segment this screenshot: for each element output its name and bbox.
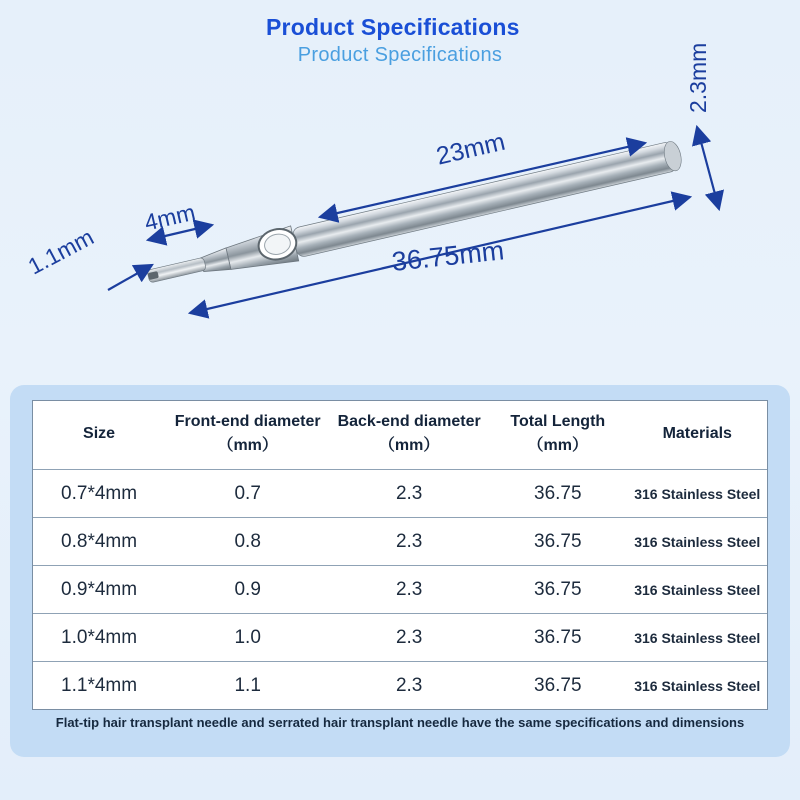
page-title: Product Specifications bbox=[266, 14, 520, 40]
needle-illustration bbox=[0, 105, 800, 375]
cell-total-length: 36.75 bbox=[488, 518, 627, 566]
page-subtitle: Product Specifications bbox=[297, 44, 503, 67]
column-header-size-label: Size bbox=[83, 425, 116, 442]
column-header-materials-label: Materials bbox=[662, 425, 732, 442]
specification-table-wrapper bbox=[32, 400, 768, 710]
cell-total-length: 36.75 bbox=[488, 614, 627, 662]
table-body bbox=[33, 470, 767, 710]
cell-front-end-diameter: 1.0 bbox=[165, 614, 330, 662]
table-row bbox=[33, 566, 767, 614]
table-row bbox=[33, 518, 767, 566]
specification-table bbox=[33, 401, 767, 709]
column-header-back-end-diameter bbox=[330, 401, 488, 470]
cell-back-end-diameter: 2.3 bbox=[330, 566, 488, 614]
column-header-back-end-diameter-label: Back-end diameter bbox=[337, 413, 481, 430]
column-header-size bbox=[33, 401, 165, 470]
cell-back-end-diameter: 2.3 bbox=[395, 674, 423, 696]
table-header bbox=[33, 401, 767, 470]
cell-material: 316 Stainless Steel bbox=[628, 470, 768, 518]
page-header bbox=[0, 14, 800, 67]
column-header-front-end-diameter-label: Front-end diameter bbox=[174, 413, 321, 430]
table-row bbox=[33, 614, 767, 662]
cell-total-length: 36.75 bbox=[488, 566, 627, 614]
column-header-total-length-label: Total Length bbox=[510, 413, 606, 430]
cell-material: 316 Stainless Steel bbox=[628, 566, 768, 614]
dim-label-shaft-length: 23mm bbox=[433, 127, 508, 171]
cell-back-end-diameter: 2.3 bbox=[330, 518, 488, 566]
column-header-total-length bbox=[488, 401, 627, 470]
cell-size: 0.8*4mm bbox=[33, 518, 165, 566]
column-header-materials bbox=[628, 401, 768, 470]
specification-panel bbox=[10, 385, 790, 757]
dim-label-total-length: 36.75mm bbox=[390, 235, 506, 277]
cell-front-end-diameter: 0.7 bbox=[165, 470, 330, 518]
column-header-total-length-unit: （mm） bbox=[527, 437, 588, 454]
dim-label-tip-length: 4mm bbox=[141, 198, 198, 236]
cell-front-end-diameter: 0.8 bbox=[165, 518, 330, 566]
cell-back-end-diameter: 2.3 bbox=[330, 470, 488, 518]
cell-material: 316 Stainless Steel bbox=[628, 614, 768, 662]
cell-front-end-diameter: 0.9 bbox=[165, 566, 330, 614]
cell-total-length: 36.75 bbox=[488, 470, 627, 518]
table-row bbox=[33, 470, 767, 518]
cell-back-end-diameter: 2.3 bbox=[330, 614, 488, 662]
cell-size: 1.0*4mm bbox=[33, 614, 165, 662]
table-row bbox=[33, 662, 767, 710]
column-header-back-end-diameter-unit: （mm） bbox=[378, 437, 440, 454]
column-header-front-end-diameter-unit: （mm） bbox=[217, 437, 278, 454]
dim-label-front-end-diameter: 1.1mm bbox=[23, 223, 98, 280]
column-header-front-end-diameter bbox=[165, 401, 330, 470]
cell-size: 0.7*4mm bbox=[33, 470, 165, 518]
cell-material: 316 Stainless Steel bbox=[628, 518, 768, 566]
cell-size: 0.9*4mm bbox=[33, 566, 165, 614]
table-header-row bbox=[33, 401, 767, 470]
cell-front-end-diameter: 1.1 bbox=[234, 674, 261, 696]
cell-size: 1.1*4mm bbox=[61, 674, 138, 696]
dim-label-back-end-diameter: 2.3mm bbox=[685, 42, 711, 113]
cell-total-length: 36.75 bbox=[534, 674, 582, 696]
cell-material: 316 Stainless Steel bbox=[634, 677, 761, 694]
table-footnote: Flat-tip hair transplant needle and serrated hair transplant needle have the same specifications and dimensions bbox=[55, 715, 745, 730]
